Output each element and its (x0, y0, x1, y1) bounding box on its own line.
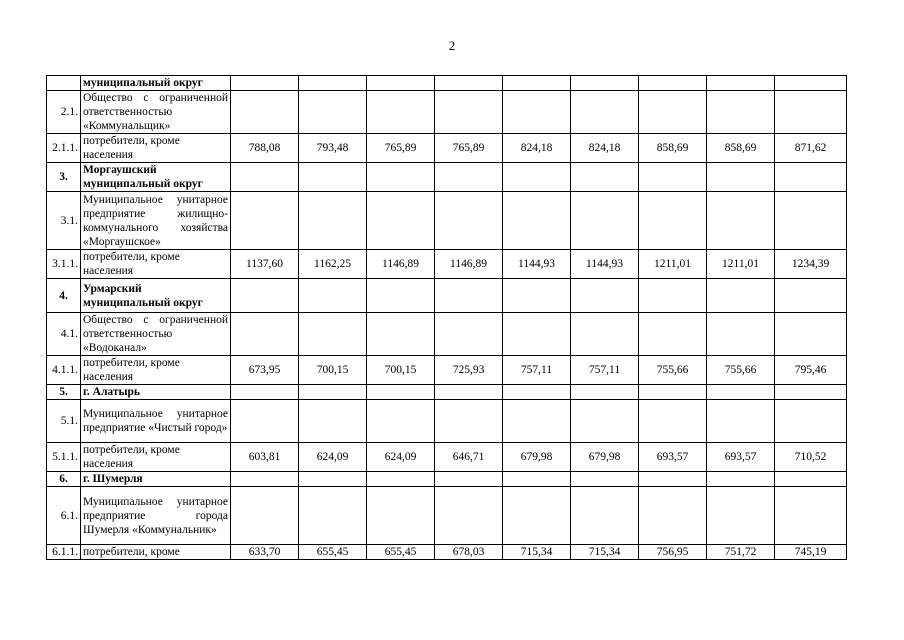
value-cell: 757,11 (503, 356, 571, 385)
table-row (47, 134, 847, 163)
row-name: Урмарский муниципальный округ (81, 279, 231, 313)
value-cell: 755,66 (707, 356, 775, 385)
value-cell: 679,98 (503, 443, 571, 472)
table-row (47, 250, 847, 279)
value-cell: 757,11 (571, 356, 639, 385)
row-name: Общество с ограниченной ответственностью «Коммунальщик» (81, 91, 231, 134)
value-cell: 751,72 (707, 545, 775, 560)
value-cell: 1144,93 (503, 250, 571, 279)
value-cell: 1146,89 (367, 250, 435, 279)
value-cell: 824,18 (571, 134, 639, 163)
row-number: 5. (47, 385, 81, 400)
row-number: 5.1.1. (47, 443, 81, 472)
row-name: потребители, кроме (81, 545, 231, 560)
row-name: потребители, кроме населения (81, 134, 231, 163)
row-number: 6.1. (47, 487, 81, 545)
table-row (47, 192, 847, 250)
row-name: г. Шумерля (81, 472, 231, 487)
row-name: Муниципальное унитарное предприятие «Чистый город» (81, 400, 231, 443)
table-row (47, 400, 847, 443)
value-cell: 745,19 (775, 545, 847, 560)
value-cell: 715,34 (571, 545, 639, 560)
value-cell: 858,69 (707, 134, 775, 163)
table-row (47, 385, 847, 400)
tariff-table (46, 75, 847, 560)
value-cell: 700,15 (367, 356, 435, 385)
page-number: 2 (448, 38, 456, 53)
value-cell: 673,95 (231, 356, 299, 385)
row-number: 3. (47, 163, 81, 192)
row-number: 6.1.1. (47, 545, 81, 560)
row-name: Муниципальное унитарное предприятие города Шумерля «Коммунальник» (81, 487, 231, 545)
row-number: 4.1. (47, 313, 81, 356)
table-row (47, 356, 847, 385)
value-cell: 858,69 (639, 134, 707, 163)
value-cell: 824,18 (503, 134, 571, 163)
value-cell: 765,89 (435, 134, 503, 163)
value-cell: 633,70 (231, 545, 299, 560)
row-name: г. Алатырь (81, 385, 231, 400)
row-name: муниципальный округ (81, 76, 231, 91)
value-cell: 646,71 (435, 443, 503, 472)
row-number: 2.1. (47, 91, 81, 134)
table-row (47, 279, 847, 313)
value-cell: 678,03 (435, 545, 503, 560)
value-cell: 795,46 (775, 356, 847, 385)
value-cell: 624,09 (367, 443, 435, 472)
row-number: 2.1.1. (47, 134, 81, 163)
row-name: Муниципальное унитарное предприятие жилищно-коммунального хозяйства «Моргаушское» (81, 192, 231, 250)
value-cell: 755,66 (639, 356, 707, 385)
value-cell: 679,98 (571, 443, 639, 472)
value-cell: 655,45 (299, 545, 367, 560)
value-cell: 715,34 (503, 545, 571, 560)
value-cell: 603,81 (231, 443, 299, 472)
table-row (47, 487, 847, 545)
value-cell: 725,93 (435, 356, 503, 385)
value-cell: 765,89 (367, 134, 435, 163)
value-cell: 655,45 (367, 545, 435, 560)
row-name: Общество с ограниченной ответственностью «Водоканал» (81, 313, 231, 356)
table-row (47, 472, 847, 487)
row-name: потребители, кроме населения (81, 443, 231, 472)
value-cell: 1211,01 (707, 250, 775, 279)
row-number: 4. (47, 279, 81, 313)
value-cell: 700,15 (299, 356, 367, 385)
value-cell: 693,57 (639, 443, 707, 472)
value-cell: 788,08 (231, 134, 299, 163)
row-number (47, 76, 81, 91)
table-row (47, 163, 847, 192)
value-cell: 710,52 (775, 443, 847, 472)
row-number: 3.1. (47, 192, 81, 250)
row-number: 6. (47, 472, 81, 487)
value-cell: 1146,89 (435, 250, 503, 279)
value-cell: 1144,93 (571, 250, 639, 279)
value-cell: 756,95 (639, 545, 707, 560)
row-number: 5.1. (47, 400, 81, 443)
table-row (47, 76, 847, 91)
table-row (47, 545, 847, 560)
value-cell: 1137,60 (231, 250, 299, 279)
value-cell: 624,09 (299, 443, 367, 472)
row-name: потребители, кроме населения (81, 356, 231, 385)
value-cell: 1162,25 (299, 250, 367, 279)
value-cell: 1211,01 (639, 250, 707, 279)
row-name: потребители, кроме населения (81, 250, 231, 279)
table-row (47, 443, 847, 472)
value-cell: 871,62 (775, 134, 847, 163)
table-row (47, 313, 847, 356)
row-number: 4.1.1. (47, 356, 81, 385)
row-name: Моргаушский муниципальный округ (81, 163, 231, 192)
row-number: 3.1.1. (47, 250, 81, 279)
table-row (47, 91, 847, 134)
value-cell: 1234,39 (775, 250, 847, 279)
value-cell: 693,57 (707, 443, 775, 472)
value-cell: 793,48 (299, 134, 367, 163)
